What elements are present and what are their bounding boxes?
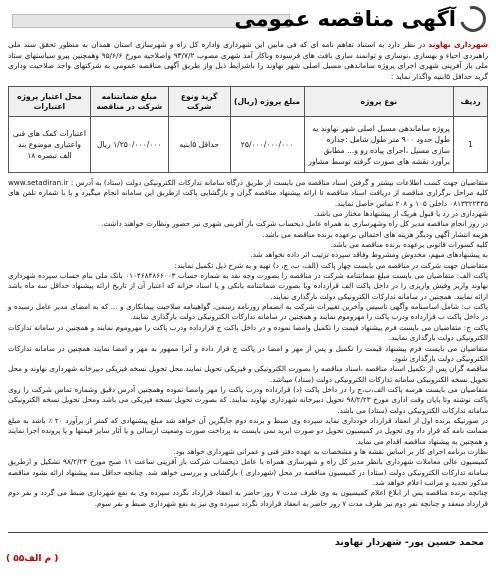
body-paragraph: هزینه انتشار آگهی ودیگر هزینه های احتمالی برعهده برنده مناقصه می باشد. [262,229,488,239]
cell-subject: پروژه ساماندهی مسیل اصلی شهر نهاوند به طول حدود ۹۰۰ متر طول شامل :جداره سازی مسیل ،اجرای پیاده رو و... مطابق برآورد نقشه های صورت گرفته توسط مشاور [304,117,454,173]
notice-footer [8,532,488,550]
title-swoosh-icon [455,1,491,37]
col-header-guarantee: مبلغ ضمانتنامه شرکت در مناقصه [90,87,168,117]
body-paragraph: پاکت ب: شامل اساسنامه وآگهی تاسیس وآخرین تغییرات شرکت به انضمام روزنامه رسمی، گواهینامه صلاحیت پیمانکاری و ... که به امضای مدیر عامل رسیده و در داخل پاکت ب قرارداده ودرب پاکت را مهروموم نمایند و همچنین در سامانه تدارکات الکترونیکی دولت بارگذاری نمایند. [8,302,488,322]
col-header-subject: نوع پروژه [304,87,454,117]
body-paragraph: کمیسیون عالی معاملات شهرداری بانظر مدیر کل راه و شهرسازی همراه با عامل ذیحساب شرکت باز آفرینی ساعت ۱۱ صبح مورخ ۹۸/۲/۲۴ تشکیل و ازطریق سامانه تدارکات الکترونیکی دولت (ستاد) در کمیسیون مناقصه در محل (شهرداری ) بازگشایی و بررسی خواهد شد. چنانچه حداقل سه پیشنهاد ارائه نشود مناقصه مذکور تجدید و مراتب اعلام خواهد شد. [8,457,488,487]
body-paragraph: چنانچه برنده مناقصه پس از ابلاغ اعلام کمیسیون به وی ظرف مدت ۷ روز حاضر به انعقاد قرارداد نگردد سپرده وی به نفع شهرداری ضبط می گردد و نفر دوم قرارداد منعقد و چنانچه نفر دوم نیز ظرف مدت ۷ روز حاضر به انعقاد قرارداد نگردد سپرده وی نیز به نفع شهرداری ضبط و نفر سوم. [8,488,488,508]
notice-header [6,4,490,34]
notice-code: ( م الف۵۵ ) [6,554,59,564]
body-paragraph: نظارت برنامه اجرای کار بر اساس نقشه ها و مشخصات به عهده دفتر فنی و عمرانی شهرداری خواهد بود. [173,446,488,456]
cell-amount: ۲۵/۰۰۰/۰۰۰/۰۰۰ [230,117,304,173]
col-header-credit: محل اعتبار پروژه اعتبارات [9,87,91,117]
body-paragraph: پاکت ج: متقاضیان می بایست فرم پیشنهاد قیمت را تکمیل وامضا نموده و در داخل پاکت ج قرارداده ودرب پاکت را مهروموم نمایند و همچنین در سامانه تدارکات الکترونیکی دولت بارگذاری نمایند. [8,322,488,343]
body-paragraph: شهرداری در رد یا قبول هریک از پیشنهادها مختار می باشد. [313,209,488,219]
body-paragraph: به پیشنهادهای مبهم، مخدوش ومشروط وفاقد سپرده ترتیب اثر داده نخواهد شد. [250,250,488,260]
notice-title: آگهی مناقصه عمومی [234,7,456,31]
table-header-row [9,87,488,117]
title-box [234,4,486,34]
body-paragraph: کلیه کسورات قانونی برعهده برنده مناقصه می باشد. [330,240,488,250]
col-header-amount: مبلغ پروژه (ریال) [230,87,304,117]
body-paragraph: در صورتیکه برنده اول از انعقاد قرارداد خودداری نماید سپرده وی ضبط و برنده دوم جایگزین آن خواهد شد مبلغ پیشنهادی که کمتر از برآورد ۲۰ ٪ باشد به مبلغ ضمانت نامه که قرار داد وی تحویل در کمیسیون تحویل دو صورت ابرید نمی بایست به پرداخت صورت وصعیت ارسالی و یا آثار سایر قیمتها و یا پرونده اجرا نمایند و همچنین به پیشنهاد مناقصه اقدام می نماید. [8,415,488,446]
col-header-grade: گرید ونوع شرکت [168,87,230,117]
cell-guarantee: ۱/۲۵۰/۰۰۰/۰۰۰ ریال [90,117,168,173]
body-paragraph: متقاضیان می بایست هرسه پاکت الف،ب،ج را در داخل پاکت (د) قرارداده ودرب پاکت را مهر وامضا نموده وهمچنین آدرس دقیق وشماره تماس شرکت را روی پاکت نوشته وتا پایان وقت اداری مورخ ۹۸/۲/۲۳ تحویل دبیرخانه شهرداری نهاوند نمایند. که بصورت تحویل نسخه فیزیکی می باشد ومحل تحویل نسخه الکترونیکی سامانه تدارکات الکترونیکی دولت (ستاد) می باشد. [8,384,489,415]
body-paragraph: در روز انجام مناقصه مدیر کل راه وشهرسازی به همراه عامل ذیحساب شرکت باز آفرینی شهری نیز حضور ونظارت خواهند داشت. [101,219,488,229]
col-header-row: ردیف [454,87,488,117]
table-row [9,117,488,173]
intro-paragraph [8,40,488,82]
intro-lead: شهرداری نهاوند [428,40,488,49]
signature: محمد حسین پور- شهردار نهاوند [334,537,484,548]
notice-body [8,178,488,509]
intro-text: در نظر دارد به استناد تفاهم نامه ای که فی مابین این شهرداری واداره کل راه و شهرسازی استان همدان به منظور تحقق سند ملی راهبردی احیاء و بهسازی ،نوسازی و توانمند سازی بافت های فرسوده وناکار آمد شهری مصوب ۹۳/۷/۲ واصلاحیه مورخ ۹۵/۶/۶ وهمچنین پیرو سیاستهای ستاد ملی باز آفرینی شهری اجرای پروژه ساماندهی مسیل اصلی شهر نهاوند را باشرایط ذیل واز طریق آگهی مناقصه عمومی به شرکتهای واجد صلاحیت وداری گرید حداقل ۵ابنیه واگذار نماید : [8,40,489,81]
cell-credit: اعتبارات کمک های فنی واعتباری موضوع بند الف تبصره ۱۸ [9,117,91,173]
body-paragraph: متقاضیان جهت شرکت در مناقصه می بایست چهار پاکت (الف، ب، ج، د) تهیه و به شرح ذیل تکمیل نمایند: [174,260,488,270]
body-paragraph: متقاضیان جهت کسب اطلاعات بیشتر و گرفتن اسناد مناقصه می بایست از طریق درگاه سامانه تدارکات الکترونیکی دولت (ستاد) به آدرس : www.setadiran.ir کلیه مراحل برگزاری مناقصه از دریافت اسناد مناقصه تا ارائه پیشنهاد مناقصه گران و بازگشایی پاکت ازطریق این سامانه انجام میگیرد و یا با شماره تلفن های ۰۸۱۳۳۲۲۴۴۵ داخلی ۱۰۵ و ۲۰۸ تماس حاصل نمایند. [8,178,488,208]
cell-grade: حداقل ۵ابنیه [168,117,230,173]
body-paragraph: متقاضیان می بایست فرم پیشنهاد قیمت را تکمیل و پس از مهر و امضا در پاکت ج قرار داده و آنرا ممهور به مهر و امضا نمایند همچنین در سامانه تدارکات الکترونیکی دولت بارگذاری شود. [8,343,488,363]
body-paragraph: پاکت الف: متقاضیان می بایست مبلغ ضمانتنامه شرکت در مناقصه را بصورت وجه نقد به شماره حساب ۰۱۰۴۶۸۴۸۶۶۰۰۳ بانک ملی بنام حساب سپرده شهرداری نهاوند واریز وفیش واریزی را در داخل پاکت الف قرارداده ویا بصورت ضمانتنامه بانکی و یا اسناد خزانه که اعتبار آن از تاریخ ارائه پیشنهاد حداقل سه ماه باشد ارائه نمایند. همچنین در سامانه تدارکات الکترونیکی دولت بارگذاری نمایند. [8,271,488,301]
body-paragraph: مناقصه گران پس از تکمیل اسناد مناقصه ،اسناد مناقصه را بصورت الکترونیکی و فیزیکی تحویل نمایند.محل تحویل نسخه فیزیکی دبیرخانه شهرداری نهاوند و محل تحویل نسخه الکترونیکی سامانه تدارکات الکترونیکی دولت (ستاد) میباشد. [8,364,488,384]
cell-row: 1 [454,117,488,173]
tender-table [8,86,488,173]
